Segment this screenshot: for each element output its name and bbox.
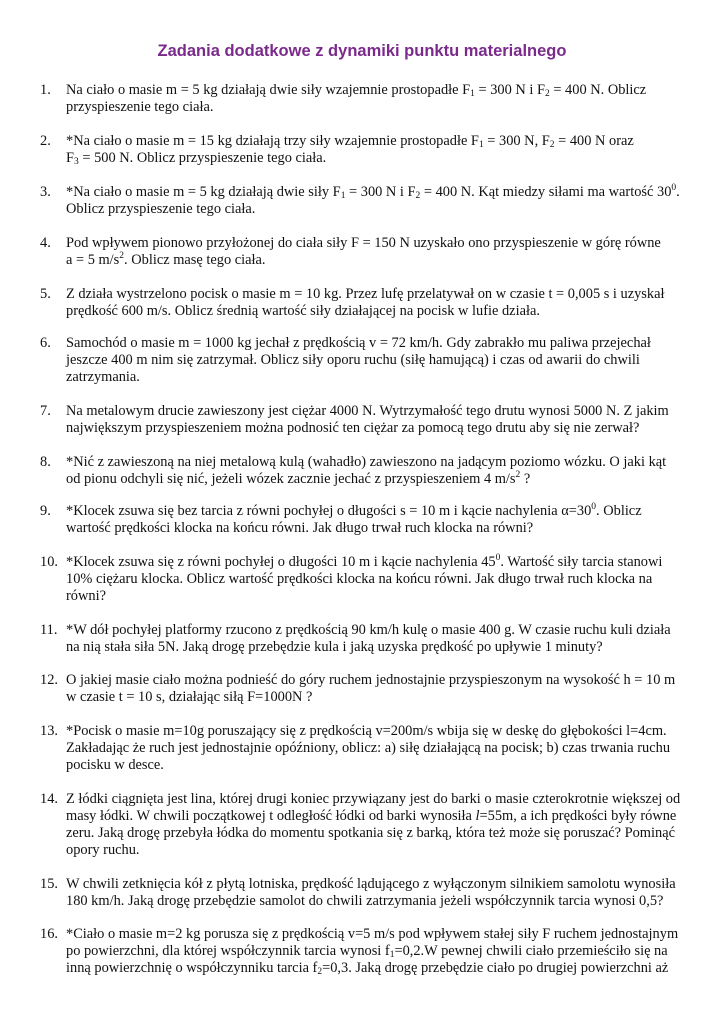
problem-text [66,791,696,859]
problem-text-line: zeru. Jaką drogę przebyła łódka do momentu spotkania się z barką, która też może się poruszać? Pominąć [66,825,675,841]
problem-text-line: *Klocek zsuwa się bez tarcia z równi pochyłej o długości s = 10 m i kącie nachylenia $\alpha=30^0$. Oblicz [66,502,642,519]
problem-text-line: w czasie t = 10 s, działając siłą F=1000N ? [66,689,313,705]
problem-text-line: *Nić z zawieszoną na niej metalową kulą (wahadło) zawieszono na jadącym poziomo wózku. O jaki kąt [66,454,667,470]
problem-text-line: masy łódki. W chwili początkowej t odległość łódki od barki wynosiła l=55m, a ich prędkości były równe [66,808,677,824]
problem-text-line: Pod wpływem pionowo przyłożonej do ciała siły F = 150 N uzyskało ono przyspieszenie w górę równe [66,235,661,251]
problem-text-line: O jakiej masie ciało można podnieść do góry ruchem jednostajnie przyspieszonym na wysokość h = 10 m [66,672,676,688]
problem-number: 6. [40,335,51,351]
problem-number: 5. [40,286,51,302]
problem-number: 2. [40,133,51,149]
problem-number: 4. [40,235,51,251]
problem-number: 1. [40,82,51,98]
problem-text [66,335,696,386]
problem-text-line: $F_3 = 500$ N. Oblicz przyspieszenie tego ciała. [66,150,327,167]
problem-text-line: *Pocisk o masie m=10g poruszający się z prędkością v=200m/s wbija się w deskę do głębokości l=4cm. [66,723,667,739]
problem-text-line: Samochód o masie m = 1000 kg jechał z prędkością v = 72 km/h. Gdy zabrakło mu paliwa przejechał [66,335,651,351]
problem-number: 8. [40,454,51,470]
problem-text-line: pocisku w desce. [66,757,164,773]
problem-number: 11. [40,622,58,638]
problem-text [66,403,696,437]
problem-text [66,622,696,656]
problem-number: 7. [40,403,51,419]
problem-text-line: *Na ciało o masie m = 5 kg działają dwie siły $F_1 = 300$ N i $F_2 = 400$ N. Kąt miedzy siłami ma wartość $30^0$. [66,183,680,201]
problem-text [66,876,696,910]
problem-text-line: prędkość 600 m/s. Oblicz średnią wartość siły działającej na pocisk w lufie działa. [66,303,540,319]
problem-text-line: *Klocek zsuwa się z równi pochyłej o długości 10 m i kącie nachylenia $45^0$. Wartość siły tarcia stanowi [66,553,663,570]
problem-number: 15. [40,876,58,892]
problem-text-line: równi? [66,588,106,604]
problem-text-line: Zakładając że ruch jest jednostajnie opóźniony, oblicz: a) siłę działającą na pocisk; b) czas trwania ruchu [66,740,671,756]
problem-number: 14. [40,791,58,807]
problem-text [66,235,696,269]
problem-text-line: na nią stała siła 5N. Jaką drogę przebędzie kula i jaką uzyska prędkość po upływie 1 minuty? [66,639,603,655]
problem-text [66,286,696,320]
problem-text-line: największym przyspieszeniem można podnosić ten ciężar za pomocą tego drutu aby się nie zerwał? [66,420,640,436]
problem-text-line: przyspieszenie tego ciała. [66,99,214,115]
problem-number: 16. [40,926,58,942]
problem-text-line: zatrzymania. [66,369,140,385]
problem-text-line: *Na ciało o masie m = 15 kg działają trzy siły wzajemnie prostopadłe $F_1 = 300$ N, $F_2 = 400$ N oraz [66,133,634,150]
problem-text [66,82,696,116]
problem-number: 13. [40,723,58,739]
problem-text-line: *W dół pochyłej platformy rzucono z prędkością 90 km/h kulę o masie 400 g. W czasie ruchu kuli działa [66,622,671,638]
problem-text [66,503,696,537]
document-title: Zadania dodatkowe z dynamiki punktu materialnego [157,42,567,60]
problem-text-line: Z działa wystrzelono pocisk o masie m = 10 kg. Przez lufę przelatywał on w czasie t = 0,005 s i uzyskał [66,286,665,302]
problem-text [66,554,696,605]
problem-text [66,133,696,167]
problem-text-line: opory ruchu. [66,842,140,858]
problem-text-line: Na metalowym drucie zawieszony jest ciężar 4000 N. Wytrzymałość tego drutu wynosi 5000 N. Z jakim [66,403,669,419]
problem-text-line: jeszcze 400 m nim się zatrzymał. Oblicz siły oporu ruchu (siłę hamującą) i czas od awarii do chwili [66,352,640,368]
problem-text-line: W chwili zetknięcia kół z płytą lotniska, prędkość lądującego z wyłączonym silnikiem samolotu wynosiła [66,876,676,892]
problem-number: 12. [40,672,58,688]
problem-text-line: Na ciało o masie m = 5 kg działają dwie siły wzajemnie prostopadłe $F_1 = 300$ N i $F_2 = 400$ N. Oblicz [66,82,647,99]
problem-text [66,184,696,218]
problem-text-line: Z łódki ciągnięta jest lina, której drugi koniec przywiązany jest do barki o masie czterokrotnie większej od [66,791,681,807]
problem-number: 3. [40,184,51,200]
problem-text [66,926,696,977]
problem-text-line: od pionu odchyli się nić, jeżeli wózek zacznie jechać z przyspieszeniem 4 $m/s^2$ ? [66,470,531,487]
problem-text-line: 10% ciężaru klocka. Oblicz wartość prędkości klocka na końcu równi. Jak długo trwał ruch klocka na [66,571,653,587]
problem-text-line: *Ciało o masie m=2 kg porusza się z prędkością v=5 m/s pod wpływem stałej siły F ruchem jednostajnym [66,926,679,942]
problem-text-line: a = 5 $m/s^2$. Oblicz masę tego ciała. [66,251,266,268]
problem-number: 9. [40,503,51,519]
problem-text-line: inną powierzchnię o współczynniku tarcia $f_2=0,3$. Jaką drogę przebędzie ciało po drugiej powierzchni aż [66,960,669,977]
problem-text [66,454,696,488]
problem-text-line: Oblicz przyspieszenie tego ciała. [66,201,256,217]
problem-text-line: wartość prędkości klocka na końcu równi. Jak długo trwał ruch klocka na równi? [66,520,534,536]
problem-text-line: 180 km/h. Jaką drogę przebędzie samolot do chwili zatrzymania jeżeli współczynnik tarcia wynosi 0,5? [66,893,664,909]
problem-number: 10. [40,554,58,570]
problem-text-line: po powierzchni, dla której współczynnik tarcia wynosi $f_1=0,2.W$ pewnej chwili ciało przemieściło się na [66,943,668,960]
problem-text [66,723,696,774]
problem-text [66,672,696,706]
